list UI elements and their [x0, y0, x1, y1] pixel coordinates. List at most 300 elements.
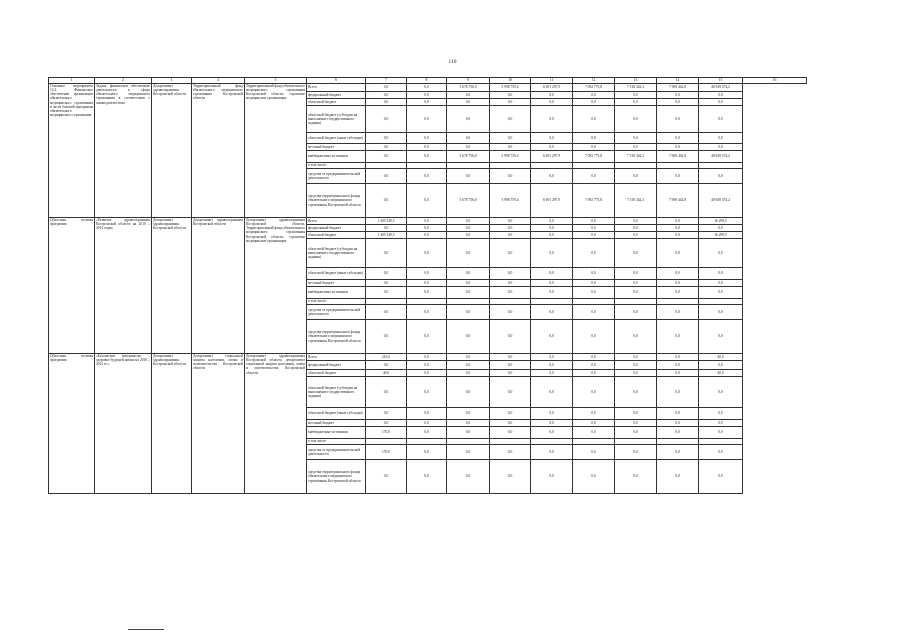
amount-cell: 0,0	[531, 427, 573, 439]
amount-cell: 0,0	[573, 268, 615, 280]
funding-source-cell: федеральный бюджет	[307, 92, 366, 99]
amount-cell: 40 949 374,2	[699, 184, 743, 218]
amount-cell: 0,0	[490, 287, 531, 299]
amount-cell: 0,0	[531, 354, 573, 361]
amount-cell: 0,0	[490, 280, 531, 287]
amount-cell: 0,0	[531, 92, 573, 99]
amount-cell: 0,0	[615, 144, 657, 151]
amount-cell: 0,0	[407, 460, 447, 494]
amount-cell: 7 518 342,3	[615, 151, 657, 163]
amount-cell: 0,0	[657, 232, 699, 239]
header-cell: 5	[245, 78, 307, 84]
amount-cell: 0,0	[573, 354, 615, 361]
funding-source-cell: средства территориального фонда обязательного медицинского страхования Костромской области	[307, 460, 366, 494]
amount-cell: 0,0	[699, 460, 743, 494]
header-cell: 1	[49, 78, 95, 84]
amount-cell: 0,0	[447, 268, 490, 280]
amount-cell: 0,0	[657, 218, 699, 225]
amount-cell: 0,0	[366, 280, 407, 287]
block-c5-cell: Департамент здравоохранения Костромской области, Территориальный фонд обязательного медицинского страхования Костромской области, страховые медицинские организации	[245, 218, 307, 354]
amount-cell: 0,0	[657, 320, 699, 354]
amount-cell: 0,0	[531, 305, 573, 320]
amount-cell: 0,0	[699, 92, 743, 99]
amount-cell: 0,0	[490, 408, 531, 420]
amount-cell: 40,0	[699, 354, 743, 361]
amount-cell: 5 998 759,4	[490, 184, 531, 218]
amount-cell: 0,0	[699, 427, 743, 439]
amount-cell: 0,0	[615, 361, 657, 370]
amount-cell: 0,0	[573, 99, 615, 106]
funding-source-cell: в том числе:	[307, 439, 366, 445]
amount-cell: 0,0	[490, 427, 531, 439]
amount-cell: 0,0	[699, 305, 743, 320]
amount-cell: 0,0	[573, 106, 615, 133]
amount-cell: 0,0	[615, 305, 657, 320]
amount-cell: 0,0	[407, 427, 447, 439]
amount-cell: 0,0	[447, 287, 490, 299]
amount-cell: 0,0	[699, 106, 743, 133]
header-cell: 2	[95, 78, 152, 84]
amount-cell: 0,0	[366, 460, 407, 494]
amount-cell: 0,0	[490, 144, 531, 151]
amount-cell: 0,0	[407, 133, 447, 144]
amount-cell: 0,0	[657, 427, 699, 439]
amount-cell: 0,0	[407, 320, 447, 354]
amount-cell: 0,0	[366, 320, 407, 354]
funding-source-cell: областной бюджет (субсидии на выполнение государственного задания)	[307, 239, 366, 268]
amount-cell: 0,0	[407, 408, 447, 420]
amount-cell: 7 092 775,8	[573, 84, 615, 92]
amount-cell: 0,0	[407, 305, 447, 320]
amount-cell: 0,0	[447, 408, 490, 420]
amount-cell: 0,0	[407, 370, 447, 377]
amount-cell: 0,0	[447, 133, 490, 144]
amount-cell: 0,0	[490, 169, 531, 184]
header-cell: 12	[573, 78, 615, 84]
block-c2-cell: Задача: финансовое обеспечение деятельности в сфере обязательного медицинского страхования в соответствии с законодательством	[95, 84, 152, 218]
amount-cell: 0,0	[407, 287, 447, 299]
funding-source-cell: федеральный бюджет	[307, 361, 366, 370]
amount-cell: 0,0	[531, 239, 573, 268]
amount-cell: 0,0	[447, 232, 490, 239]
amount-cell: 0,0	[447, 280, 490, 287]
amount-cell: 0,0	[447, 377, 490, 408]
amount-cell: 0,0	[490, 354, 531, 361]
funding-source-cell: средства от предпринимательской деятельности	[307, 169, 366, 184]
amount-cell: 0,0	[490, 106, 531, 133]
amount-cell: 40 949 374,2	[699, 151, 743, 163]
amount-cell: 0,0	[615, 169, 657, 184]
amount-cell: 0,0	[615, 232, 657, 239]
amount-cell: 0,0	[366, 377, 407, 408]
amount-cell: 5 678 756,0	[447, 84, 490, 92]
amount-cell: 170,0	[366, 427, 407, 439]
amount-cell: 0,0	[531, 370, 573, 377]
amount-cell: 0,0	[573, 370, 615, 377]
funding-source-cell: средства от предпринимательской деятельности	[307, 305, 366, 320]
amount-cell: 0,0	[531, 133, 573, 144]
amount-cell: 0,0	[699, 144, 743, 151]
amount-cell: 0,0	[657, 408, 699, 420]
funding-source-cell: внебюджетные источники	[307, 287, 366, 299]
amount-cell: 0,0	[407, 232, 447, 239]
amount-cell: 0,0	[366, 305, 407, 320]
amount-cell: 40 949 374,2	[699, 84, 743, 92]
amount-cell: 5 678 756,0	[447, 151, 490, 163]
page-number: 110	[448, 59, 457, 65]
amount-cell: 0,0	[657, 268, 699, 280]
amount-cell: 0,0	[573, 218, 615, 225]
amount-cell: 0,0	[615, 320, 657, 354]
amount-cell: 0,0	[573, 287, 615, 299]
header-cell: 9	[447, 78, 490, 84]
amount-cell: 0,0	[407, 354, 447, 361]
budget-table	[48, 77, 807, 494]
block-c3-cell: Департамент здравоохранения Костромской области	[152, 354, 192, 494]
header-cell: 14	[657, 78, 699, 84]
amount-cell: 0,0	[407, 151, 447, 163]
amount-cell: 0,0	[615, 268, 657, 280]
amount-cell: 0,0	[490, 420, 531, 427]
funding-source-cell: местный бюджет	[307, 280, 366, 287]
amount-cell: 1 405 549,5	[366, 232, 407, 239]
amount-cell: 0,0	[657, 92, 699, 99]
amount-cell: 7 518 342,3	[615, 184, 657, 218]
amount-cell: 0,0	[407, 99, 447, 106]
amount-cell: 0,0	[573, 144, 615, 151]
header-cell: 8	[407, 78, 447, 84]
amount-cell: 0,0	[615, 408, 657, 420]
amount-cell: 0,0	[573, 239, 615, 268]
amount-cell: 0,0	[699, 420, 743, 427]
amount-cell: 0,0	[699, 361, 743, 370]
funding-source-cell: областной бюджет (иные субсидии)	[307, 133, 366, 144]
amount-cell: 0,0	[447, 169, 490, 184]
amount-cell: 170,0	[366, 445, 407, 460]
amount-cell: 0,0	[573, 232, 615, 239]
amount-cell: 0,0	[531, 99, 573, 106]
amount-cell: 0,0	[699, 408, 743, 420]
amount-cell: 7 969 442,8	[657, 184, 699, 218]
block-c2-cell: «Развитие здравоохранения Костромской области на 2010 – 2014 годы»	[95, 218, 152, 354]
amount-cell: 5 678 756,0	[447, 184, 490, 218]
amount-cell: 0,0	[407, 361, 447, 370]
amount-cell: 0,0	[531, 408, 573, 420]
footer-line	[128, 629, 164, 630]
amount-cell: 0,0	[699, 320, 743, 354]
funding-source-cell: областной бюджет	[307, 99, 366, 106]
amount-cell: 0,0	[407, 280, 447, 287]
amount-cell: 0,0	[366, 420, 407, 427]
amount-cell: 0,0	[490, 320, 531, 354]
amount-cell: 0,0	[531, 218, 573, 225]
amount-cell: 0,0	[407, 106, 447, 133]
amount-cell: 0,0	[490, 218, 531, 225]
amount-cell: 7 969 442,8	[657, 84, 699, 92]
amount-cell: 0,0	[531, 460, 573, 494]
amount-cell: 0,0	[407, 377, 447, 408]
amount-cell: 5 998 759,4	[490, 151, 531, 163]
amount-cell: 0,0	[657, 133, 699, 144]
amount-cell: 0,0	[490, 460, 531, 494]
amount-cell: 16 299,5	[699, 218, 743, 225]
amount-cell: 0,0	[531, 232, 573, 239]
amount-cell: 0,0	[407, 445, 447, 460]
amount-cell: 0,0	[573, 408, 615, 420]
amount-cell: 0,0	[490, 268, 531, 280]
amount-cell: 0,0	[490, 377, 531, 408]
amount-cell: 0,0	[447, 354, 490, 361]
amount-cell: 6 691 297,9	[531, 151, 573, 163]
amount-cell: 0,0	[699, 225, 743, 232]
amount-cell: 0,0	[699, 280, 743, 287]
amount-cell: 0,0	[407, 420, 447, 427]
amount-cell: 0,0	[657, 361, 699, 370]
amount-cell: 40,0	[366, 370, 407, 377]
amount-cell: 0,0	[699, 133, 743, 144]
amount-cell: 0,0	[657, 225, 699, 232]
amount-cell: 0,0	[531, 361, 573, 370]
amount-cell: 0,0	[573, 377, 615, 408]
block-c4-cell: Департамент социальной защиты населения, опеки и попечительства Костромской области	[192, 354, 245, 494]
amount-cell: 0,0	[366, 106, 407, 133]
amount-cell: 0,0	[573, 169, 615, 184]
amount-cell: 0,0	[531, 268, 573, 280]
block-c4-cell: Территориальный фонд обязательного медицинского страхования Костромской области	[192, 84, 245, 218]
amount-cell: 0,0	[573, 133, 615, 144]
table-row	[49, 84, 807, 92]
amount-cell: 0,0	[366, 144, 407, 151]
header-cell: 10	[490, 78, 531, 84]
block-c3-cell: Департамент здравоохранения Костромской области	[152, 218, 192, 354]
amount-cell: 0,0	[531, 280, 573, 287]
amount-cell: 0,0	[447, 370, 490, 377]
amount-cell: 0,0	[615, 280, 657, 287]
block-c1-cell: Основное мероприятие 14.2. Финансовое обеспечение организации обязательного медицинского страхования в части базовой программы обязательного медицинского страхования	[49, 84, 95, 218]
amount-cell: 6 691 297,9	[531, 84, 573, 92]
amount-cell: 210,0	[366, 354, 407, 361]
amount-cell: 0,0	[615, 420, 657, 427]
amount-cell: 0,0	[657, 377, 699, 408]
amount-cell: 0,0	[531, 144, 573, 151]
amount-cell: 0,0	[657, 106, 699, 133]
funding-source-cell: областной бюджет (иные субсидии)	[307, 408, 366, 420]
amount-cell: 5 998 759,4	[490, 84, 531, 92]
amount-cell: 0,0	[447, 445, 490, 460]
amount-cell: 0,0	[615, 133, 657, 144]
amount-cell: 0,0	[407, 239, 447, 268]
amount-cell: 0,0	[366, 239, 407, 268]
amount-cell: 0,0	[573, 445, 615, 460]
table-row	[49, 354, 807, 361]
amount-cell: 0,0	[447, 420, 490, 427]
amount-cell: 0,0	[615, 377, 657, 408]
amount-cell: 0,0	[573, 225, 615, 232]
amount-cell: 0,0	[490, 361, 531, 370]
amount-cell: 0,0	[657, 370, 699, 377]
amount-cell: 0,0	[447, 305, 490, 320]
amount-cell: 0,0	[407, 92, 447, 99]
amount-cell: 0,0	[490, 445, 531, 460]
amount-cell: 0,0	[490, 99, 531, 106]
amount-cell: 0,0	[366, 225, 407, 232]
block-c1-cell: Областная целевая программа	[49, 218, 95, 354]
amount-cell: 7 969 442,8	[657, 151, 699, 163]
amount-cell: 0,0	[657, 354, 699, 361]
amount-cell: 0,0	[657, 99, 699, 106]
funding-source-cell: Всего	[307, 84, 366, 92]
header-cell: 3	[152, 78, 192, 84]
funding-source-cell: областной бюджет (субсидии на выполнение государственного задания)	[307, 377, 366, 408]
amount-cell: 0,0	[366, 268, 407, 280]
funding-source-cell: средства от предпринимательской деятельности	[307, 445, 366, 460]
funding-source-cell: областной бюджет (иные субсидии)	[307, 268, 366, 280]
funding-source-cell: федеральный бюджет	[307, 225, 366, 232]
amount-cell: 0,0	[366, 84, 407, 92]
funding-source-cell: средства территориального фонда обязательного медицинского страхования Костромской области	[307, 184, 366, 218]
amount-cell: 0,0	[573, 280, 615, 287]
amount-cell: 0,0	[615, 225, 657, 232]
amount-cell: 0,0	[573, 420, 615, 427]
amount-cell: 0,0	[490, 305, 531, 320]
amount-cell: 0,0	[531, 106, 573, 133]
amount-cell: 0,0	[531, 169, 573, 184]
amount-cell: 0,0	[615, 99, 657, 106]
amount-cell: 0,0	[366, 99, 407, 106]
funding-source-cell: внебюджетные источники	[307, 427, 366, 439]
amount-cell: 0,0	[615, 354, 657, 361]
block-c5-cell: Департамент здравоохранения Костромской области, департамент социальной защиты населения, опеки и попечительства Костромской области	[245, 354, 307, 494]
amount-cell: 0,0	[657, 445, 699, 460]
amount-cell: 0,0	[573, 305, 615, 320]
amount-cell: 0,0	[657, 144, 699, 151]
amount-cell: 40,0	[699, 370, 743, 377]
amount-cell: 0,0	[366, 287, 407, 299]
amount-cell: 0,0	[407, 268, 447, 280]
amount-cell: 0,0	[447, 460, 490, 494]
amount-cell: 0,0	[657, 239, 699, 268]
amount-cell: 16 299,5	[699, 232, 743, 239]
amount-cell: 0,0	[615, 287, 657, 299]
amount-cell: 0,0	[407, 225, 447, 232]
amount-cell: 0,0	[573, 460, 615, 494]
header-cell: 13	[615, 78, 657, 84]
column-16-cell	[743, 84, 807, 494]
header-cell: 4	[192, 78, 245, 84]
table-row	[49, 218, 807, 225]
funding-source-cell: средства территориального фонда обязательного медицинского страхования Костромской области	[307, 320, 366, 354]
amount-cell: 0,0	[407, 218, 447, 225]
block-c3-cell: Департамент здравоохранения Костромской области	[152, 84, 192, 218]
amount-cell: 0,0	[366, 169, 407, 184]
amount-cell: 0,0	[447, 320, 490, 354]
amount-cell: 0,0	[615, 445, 657, 460]
amount-cell: 0,0	[366, 92, 407, 99]
amount-cell: 0,0	[447, 92, 490, 99]
amount-cell: 0,0	[447, 106, 490, 133]
amount-cell: 0,0	[531, 420, 573, 427]
funding-source-cell: Всего	[307, 218, 366, 225]
amount-cell: 0,0	[699, 268, 743, 280]
amount-cell: 0,0	[407, 84, 447, 92]
amount-cell: 0,0	[657, 169, 699, 184]
amount-cell: 0,0	[615, 460, 657, 494]
amount-cell: 0,0	[531, 377, 573, 408]
amount-cell: 0,0	[407, 184, 447, 218]
block-c2-cell: «Безопасное материнство – здоровье будущей жизни на 2010 – 2012 гг.»	[95, 354, 152, 494]
funding-source-cell: в том числе:	[307, 163, 366, 169]
amount-cell: 0,0	[490, 232, 531, 239]
amount-cell: 0,0	[407, 144, 447, 151]
funding-source-cell: областной бюджет	[307, 370, 366, 377]
amount-cell: 0,0	[447, 361, 490, 370]
amount-cell: 0,0	[490, 370, 531, 377]
amount-cell: 0,0	[699, 445, 743, 460]
amount-cell: 0,0	[573, 427, 615, 439]
funding-source-cell: в том числе:	[307, 299, 366, 305]
amount-cell: 0,0	[447, 144, 490, 151]
amount-cell: 0,0	[615, 370, 657, 377]
amount-cell: 0,0	[699, 239, 743, 268]
amount-cell: 0,0	[366, 184, 407, 218]
amount-cell: 0,0	[615, 427, 657, 439]
amount-cell: 0,0	[490, 225, 531, 232]
amount-cell: 0,0	[615, 92, 657, 99]
amount-cell: 0,0	[657, 305, 699, 320]
block-c1-cell: Областная целевая программа	[49, 354, 95, 494]
funding-source-cell: внебюджетные источники	[307, 151, 366, 163]
funding-source-cell: областной бюджет (субсидии на выполнение государственного задания)	[307, 106, 366, 133]
amount-cell: 7 092 775,8	[573, 151, 615, 163]
funding-source-cell: местный бюджет	[307, 420, 366, 427]
amount-cell: 0,0	[615, 239, 657, 268]
amount-cell: 0,0	[407, 169, 447, 184]
amount-cell: 0,0	[573, 361, 615, 370]
amount-cell: 0,0	[657, 460, 699, 494]
amount-cell: 1 405 549,5	[366, 218, 407, 225]
amount-cell: 0,0	[615, 106, 657, 133]
amount-cell: 0,0	[699, 99, 743, 106]
block-c4-cell: Департамент здравоохранения Костромской области	[192, 218, 245, 354]
amount-cell: 0,0	[531, 287, 573, 299]
header-cell: 7	[366, 78, 407, 84]
amount-cell: 0,0	[615, 218, 657, 225]
amount-cell: 0,0	[657, 420, 699, 427]
header-cell: 11	[531, 78, 573, 84]
amount-cell: 0,0	[447, 218, 490, 225]
amount-cell: 0,0	[447, 239, 490, 268]
amount-cell: 0,0	[531, 320, 573, 354]
amount-cell: 0,0	[490, 133, 531, 144]
header-cell: 6	[307, 78, 366, 84]
funding-source-cell: Всего	[307, 354, 366, 361]
header-cell: 15	[699, 78, 743, 84]
amount-cell: 0,0	[699, 377, 743, 408]
amount-cell: 0,0	[366, 408, 407, 420]
amount-cell: 0,0	[657, 287, 699, 299]
header-cell: 16	[743, 78, 807, 84]
amount-cell: 0,0	[490, 92, 531, 99]
amount-cell: 0,0	[699, 169, 743, 184]
amount-cell: 0,0	[699, 287, 743, 299]
amount-cell: 0,0	[447, 225, 490, 232]
amount-cell: 0,0	[490, 239, 531, 268]
amount-cell: 0,0	[657, 280, 699, 287]
funding-source-cell: областной бюджет	[307, 232, 366, 239]
amount-cell: 7 518 342,3	[615, 84, 657, 92]
block-c5-cell: Территориальный фонд обязательного медицинского страхования Костромской области, страховые медицинские организации	[245, 84, 307, 218]
amount-cell: 6 691 297,9	[531, 184, 573, 218]
